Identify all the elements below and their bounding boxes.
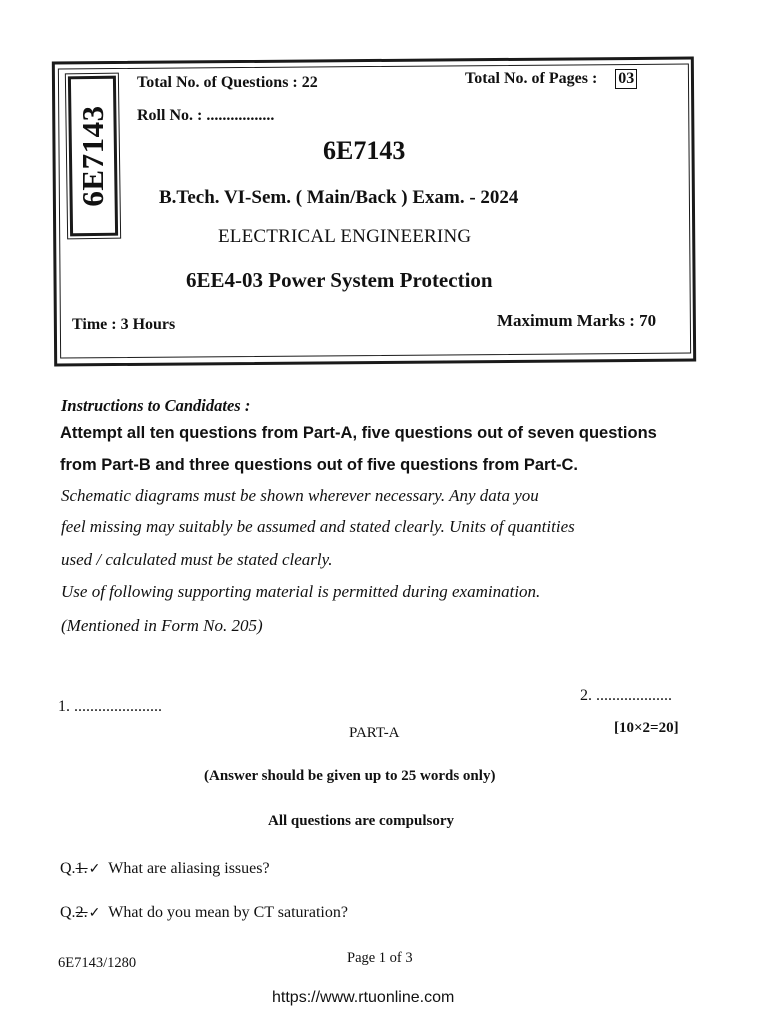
question-number: Q.1.✓ bbox=[60, 860, 101, 877]
instruction-line-3: Schematic diagrams must be shown wherever necessary. Any data you bbox=[61, 486, 539, 505]
check-mark-icon: ✓ bbox=[88, 862, 101, 877]
supporting-item-2: 2. ................... bbox=[580, 687, 672, 704]
total-questions: Total No. of Questions : 22 bbox=[137, 74, 318, 91]
part-a-marks: [10×2=20] bbox=[614, 720, 679, 736]
footer-code: 6E7143/1280 bbox=[58, 955, 137, 971]
footer-page-number: Page 1 of 3 bbox=[347, 950, 413, 966]
roll-no: Roll No. : ................. bbox=[137, 107, 275, 124]
part-a-compulsory: All questions are compulsory bbox=[268, 813, 454, 829]
supporting-item-1: 1. ...................... bbox=[58, 698, 162, 715]
instruction-line-7: (Mentioned in Form No. 205) bbox=[61, 616, 263, 635]
branch-title: ELECTRICAL ENGINEERING bbox=[218, 226, 472, 247]
check-mark-icon: ✓ bbox=[88, 906, 101, 921]
total-pages-value: 03 bbox=[615, 69, 637, 89]
question-item bbox=[60, 904, 348, 922]
exam-title: B.Tech. VI-Sem. ( Main/Back ) Exam. - 2024 bbox=[159, 187, 519, 208]
question-text: What are aliasing issues? bbox=[108, 860, 270, 877]
instructions-heading: Instructions to Candidates : bbox=[61, 396, 251, 415]
footer-url[interactable]: https://www.rtuonline.com bbox=[272, 989, 455, 1006]
time-label: Time : 3 Hours bbox=[72, 316, 176, 333]
question-text: What do you mean by CT saturation? bbox=[108, 904, 348, 921]
subject-title: 6EE4-03 Power System Protection bbox=[186, 268, 493, 292]
question-number: Q.2.✓ bbox=[60, 904, 101, 921]
total-pages bbox=[465, 69, 637, 89]
instruction-line-1: Attempt all ten questions from Part-A, five questions out of seven questions bbox=[60, 424, 657, 442]
instruction-line-4: feel missing may suitably be assumed and stated clearly. Units of quantities bbox=[61, 517, 575, 536]
max-marks-label: Maximum Marks : 70 bbox=[497, 311, 657, 330]
question-item bbox=[60, 860, 270, 878]
total-pages-label: Total No. of Pages : bbox=[465, 70, 598, 87]
part-a-title: PART-A bbox=[349, 725, 400, 741]
part-a-note: (Answer should be given up to 25 words only) bbox=[204, 768, 496, 784]
instruction-line-5: used / calculated must be stated clearly. bbox=[61, 550, 333, 569]
paper-code-title: 6E7143 bbox=[323, 136, 406, 165]
instruction-line-2: from Part-B and three questions out of five questions from Part-C. bbox=[60, 456, 578, 474]
instruction-line-6: Use of following supporting material is permitted during examination. bbox=[61, 582, 541, 601]
side-paper-code: 6E7143 bbox=[75, 105, 110, 207]
